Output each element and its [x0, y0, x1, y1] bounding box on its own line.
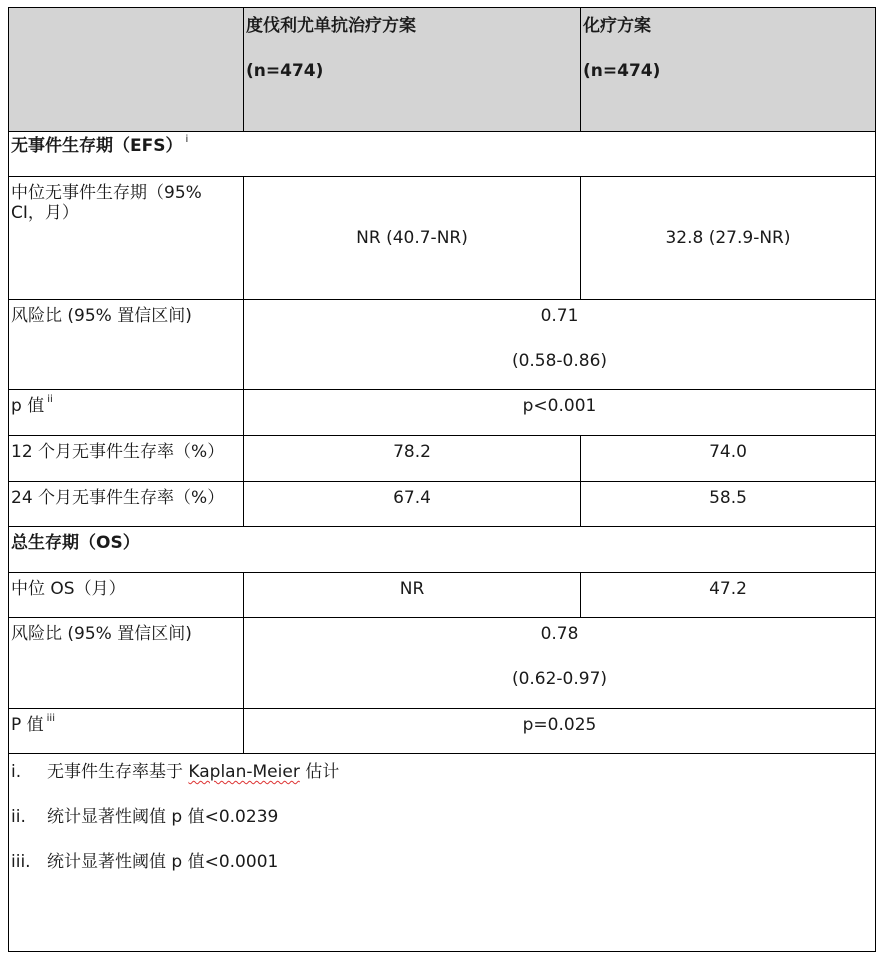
os-hr-value: 0.78: [540, 624, 579, 644]
footnote-1-number: i.: [11, 762, 22, 782]
header-empty-cell: [9, 8, 244, 132]
footnote-2-number: ii.: [11, 807, 26, 827]
os-section-title: 总生存期（OS）: [9, 527, 876, 573]
efs-24m-durvalumab: 67.4: [244, 482, 581, 527]
footnote-2: [11, 807, 873, 852]
efs-p-row: [9, 390, 876, 436]
efs-p-label: p 值: [11, 396, 45, 416]
efs-p-footnote-ref: ii: [47, 394, 53, 405]
footnote-3-number: iii.: [11, 852, 31, 872]
header-durvalumab-n: (n=474): [246, 61, 324, 81]
efs-median-label: 中位无事件生存期（95% CI，月）: [9, 177, 244, 300]
efs-hr-row: [9, 300, 876, 390]
efs-footnote-ref: i: [185, 134, 189, 145]
footnote-3-text: 统计显著性阈值 p 值<0.0001: [47, 852, 279, 872]
os-median-durvalumab: NR: [244, 573, 581, 618]
footnote-1-text-pre: 无事件生存率基于: [47, 762, 189, 782]
efs-12m-chemo: 74.0: [581, 436, 876, 482]
efs-section-row: [9, 132, 876, 177]
header-row: [9, 8, 876, 132]
efs-hr-cell: [244, 300, 876, 390]
efs-hr-label: 风险比 (95% 置信区间): [9, 300, 244, 390]
efs-section-title: 无事件生存期（EFS）: [11, 136, 183, 156]
os-hr-cell: [244, 618, 876, 709]
efs-median-durvalumab: NR (40.7-NR): [244, 177, 581, 300]
efs-p-value: p<0.001: [244, 390, 876, 436]
efs-hr-value: 0.71: [540, 306, 579, 326]
header-durvalumab-name: 度伐利尤单抗治疗方案: [246, 16, 416, 36]
efs-12m-label: 12 个月无事件生存率（%）: [9, 436, 244, 482]
footnotes-row: [9, 754, 876, 952]
header-chemo-name: 化疗方案: [583, 16, 651, 36]
os-p-label: P 值: [11, 715, 44, 735]
footnote-1-text-post: 估计: [299, 762, 340, 782]
efs-hr-ci: (0.58-0.86): [511, 351, 608, 371]
efs-median-chemo: 32.8 (27.9-NR): [581, 177, 876, 300]
os-hr-ci: (0.62-0.97): [511, 669, 608, 689]
os-hr-label: 风险比 (95% 置信区间): [9, 618, 244, 709]
os-section-row: [9, 527, 876, 573]
efs-24m-row: [9, 482, 876, 527]
footnote-2-text: 统计显著性阈值 p 值<0.0239: [47, 807, 279, 827]
footnotes-cell: [9, 754, 876, 952]
footnote-1-text-kaplan-meier: Kaplan-Meier: [188, 762, 300, 782]
efs-12m-durvalumab: 78.2: [244, 436, 581, 482]
os-hr-row: [9, 618, 876, 709]
efs-12m-row: [9, 436, 876, 482]
os-p-label-cell: [9, 709, 244, 754]
os-median-chemo: 47.2: [581, 573, 876, 618]
os-p-value: p=0.025: [244, 709, 876, 754]
efs-os-results-table: [8, 7, 876, 952]
efs-section-title-cell: [9, 132, 876, 177]
footnote-1: [11, 762, 873, 807]
header-chemo-cell: [581, 8, 876, 132]
os-median-label: 中位 OS（月）: [9, 573, 244, 618]
header-chemo-n: (n=474): [583, 61, 661, 81]
efs-median-row: [9, 177, 876, 300]
os-p-row: [9, 709, 876, 754]
footnote-3: [11, 852, 873, 897]
efs-p-label-cell: [9, 390, 244, 436]
efs-24m-label: 24 个月无事件生存率（%）: [9, 482, 244, 527]
os-p-footnote-ref: iii: [46, 713, 55, 724]
efs-24m-chemo: 58.5: [581, 482, 876, 527]
os-median-row: [9, 573, 876, 618]
header-durvalumab-cell: [244, 8, 581, 132]
